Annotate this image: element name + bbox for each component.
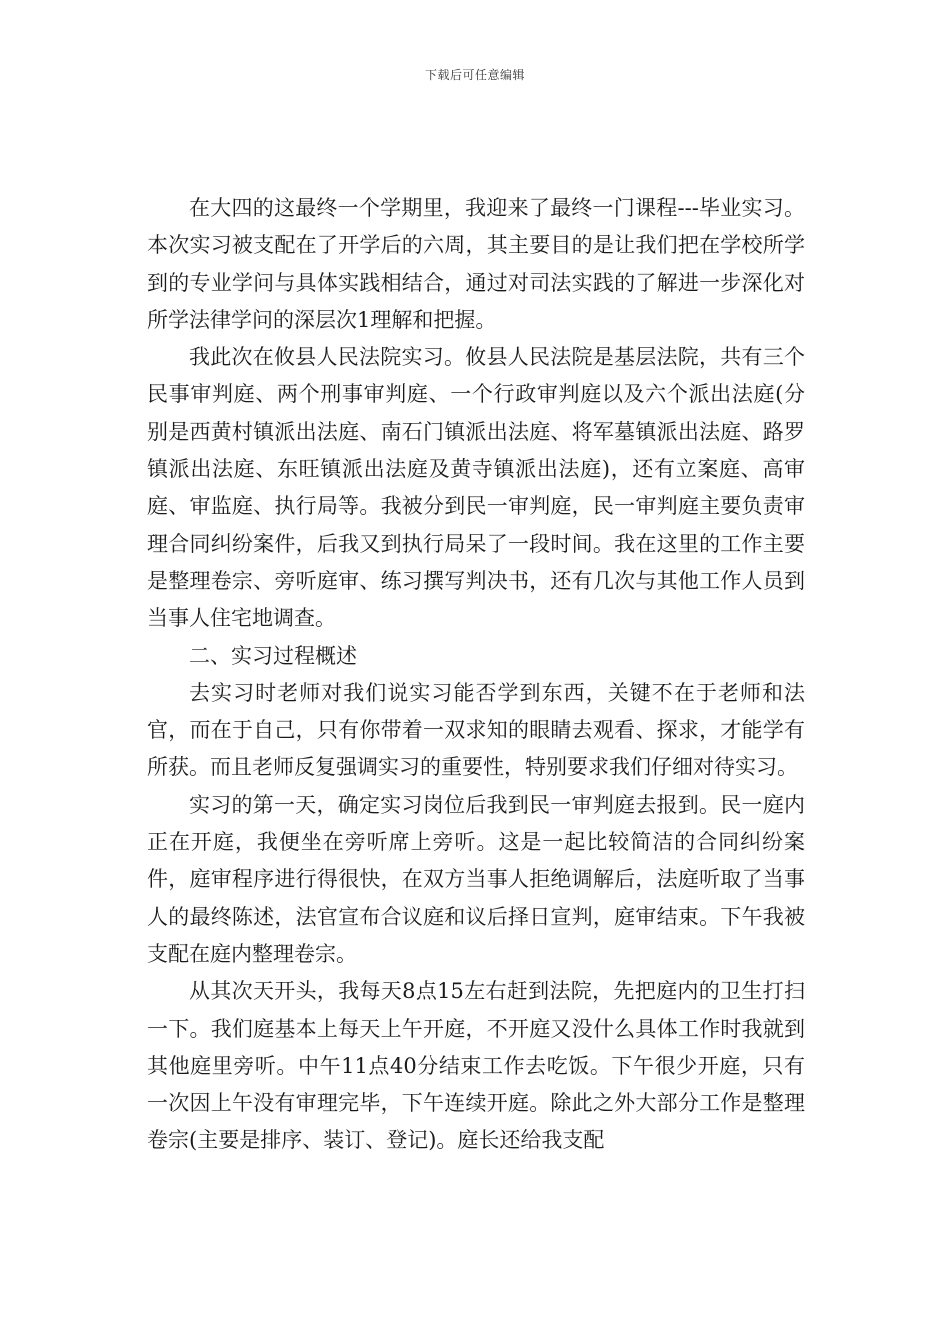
section-heading: 二、实习过程概述 — [189, 643, 357, 668]
paragraph-daily-work: 从其次天开头，我每天8点15左右赶到法院，先把庭内的卫生打扫一下。我们庭基本上每天上午开庭，不开庭又没什么具体工作时我就到其他庭里旁听。中午11点40分结束工作去吃饭。下午很少开庭，只有一次因上午没有审理完毕，下午连续开庭。除此之外大部分工作是整理卷宗(主要是排序、装订、登记)。庭长还给我支配 — [147, 979, 805, 1153]
paragraph-teacher-advice: 去实习时老师对我们说实习能否学到东西，关键不在于老师和法官，而在于自己，只有你带着一双求知的眼睛去观看、探求，才能学有所获。而且老师反复强调实习的重要性，特别要求我们仔细对待实习。 — [147, 680, 805, 780]
paragraph-intro: 在大四的这最终一个学期里，我迎来了最终一门课程---毕业实习。本次实习被支配在了开学后的六周，其主要目的是让我们把在学校所学到的专业学问与具体实践相结合，通过对司法实践的了解进一步深化对所学法律学问的深层次1理解和把握。 — [147, 196, 805, 332]
paragraph-court-overview: 我此次在攸县人民法院实习。攸县人民法院是基层法院，共有三个民事审判庭、两个刑事审判庭、一个行政审判庭以及六个派出法庭(分别是西黄村镇派出法庭、南石门镇派出法庭、将军墓镇派出法庭、路罗镇派出法庭、东旺镇派出法庭及黄寺镇派出法庭)，还有立案庭、高审庭、审监庭、执行局等。我被分到民一审判庭，民一审判庭主要负责审理合同纠纷案件，后我又到执行局呆了一段时间。我在这里的工作主要是整理卷宗、旁听庭审、练习撰写判决书，还有几次与其他工作人员到当事人住宅地调查。 — [147, 345, 805, 631]
document-body — [147, 190, 805, 1160]
page-header: 下载后可任意编辑 — [424, 68, 525, 82]
paragraph-first-day: 实习的第一天，确定实习岗位后我到民一审判庭去报到。民一庭内正在开庭，我便坐在旁听席上旁听。这是一起比较简洁的合同纠纷案件，庭审程序进行得很快，在双方当事人拒绝调解后，法庭听取了当事人的最终陈述，法官宣布合议庭和议后择日宣判，庭审结束。下午我被支配在庭内整理卷宗。 — [147, 792, 805, 966]
